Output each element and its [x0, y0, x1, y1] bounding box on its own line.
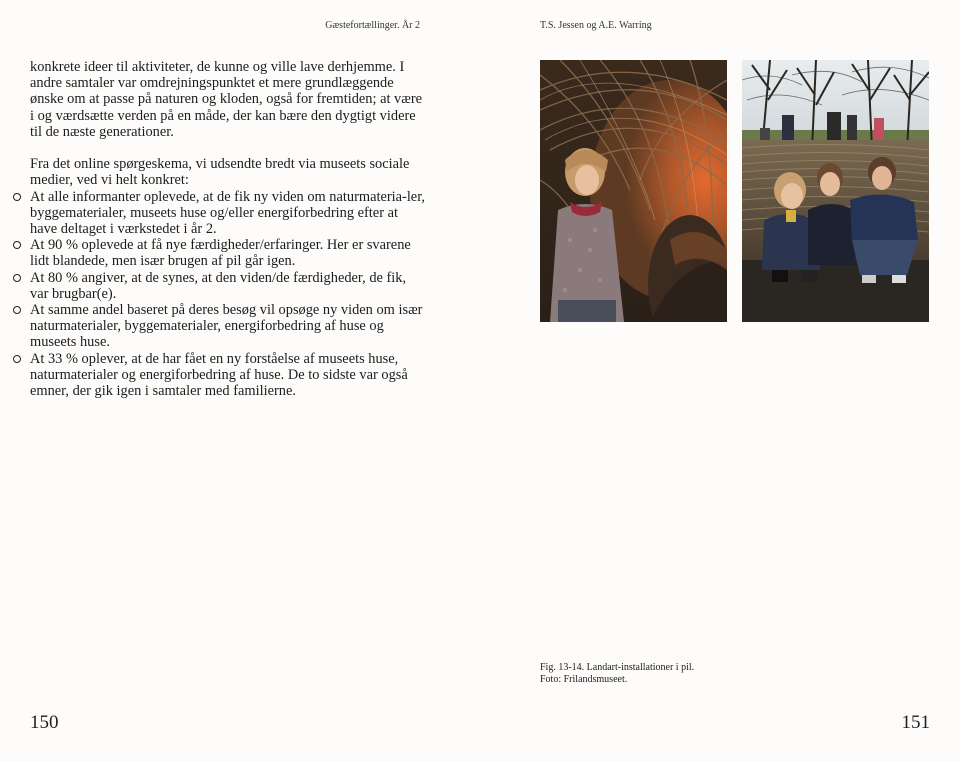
paragraph: Fra det online spørgeskema, vi udsendte bredt via museets sociale medier, ved vi helt konkret:	[30, 156, 410, 189]
list-item	[30, 351, 425, 400]
photo-willow-tunnel-child	[540, 60, 727, 322]
photo-children-on-willow-wall	[742, 60, 929, 322]
body-text	[30, 59, 425, 399]
list-item-text: At alle informanter oplevede, at de fik ny viden om naturmateria-ler, byggematerialer, museets huse og/eller energiforbedring efter at have deltaget i værkstedet i år 2.	[30, 188, 426, 238]
list-item	[30, 237, 425, 269]
list-item-text: At 33 % oplever, at de har fået en ny forståelse af museets huse, naturmaterialer og energiforbedring af huse. De to sidste var også emner, der gik igen i samtaler med familierne.	[30, 350, 408, 400]
running-head-left: Gæstefortællinger. År 2	[325, 20, 420, 31]
circle-bullet-icon	[13, 306, 21, 314]
circle-bullet-icon	[13, 241, 21, 249]
list-item-text: At 80 % angiver, at de synes, at den viden/de færdigheder, de fik, var brugbar(e).	[30, 269, 407, 302]
circle-bullet-icon	[13, 274, 21, 282]
list-item	[30, 270, 425, 302]
page-number-left: 150	[30, 712, 59, 733]
caption-credit: Foto: Frilandsmuseet.	[540, 674, 628, 685]
page-number-right: 151	[901, 712, 930, 733]
list-item-text: At 90 % oplevede at få nye færdigheder/erfaringer. Her er svarene lidt blandede, men især brugen af pil går igen.	[30, 237, 411, 270]
running-head-right: T.S. Jessen og A.E. Warring	[540, 20, 652, 31]
circle-bullet-icon	[13, 355, 21, 363]
figure-caption	[540, 662, 694, 686]
bullet-list	[30, 189, 425, 400]
circle-bullet-icon	[13, 193, 21, 201]
caption-line: Fig. 13-14. Landart-installationer i pil.	[540, 662, 695, 673]
right-page	[480, 0, 960, 762]
list-item-text: At samme andel baseret på deres besøg vil opsøge ny viden om især naturmaterialer, byggematerialer, energiforbedring af huse og museets huse.	[30, 302, 423, 351]
list-item	[30, 302, 425, 351]
paragraph: konkrete ideer til aktiviteter, de kunne og ville lave derhjemme. I andre samtaler var omdrejningspunktet et mere grundlæggende ønske om at passe på naturen og kloden, også for fremtiden; at være i og værdsætte verden på en måde, der kan bære den dygtigt videre til de næste generationer.	[30, 59, 423, 140]
list-item	[30, 189, 425, 238]
